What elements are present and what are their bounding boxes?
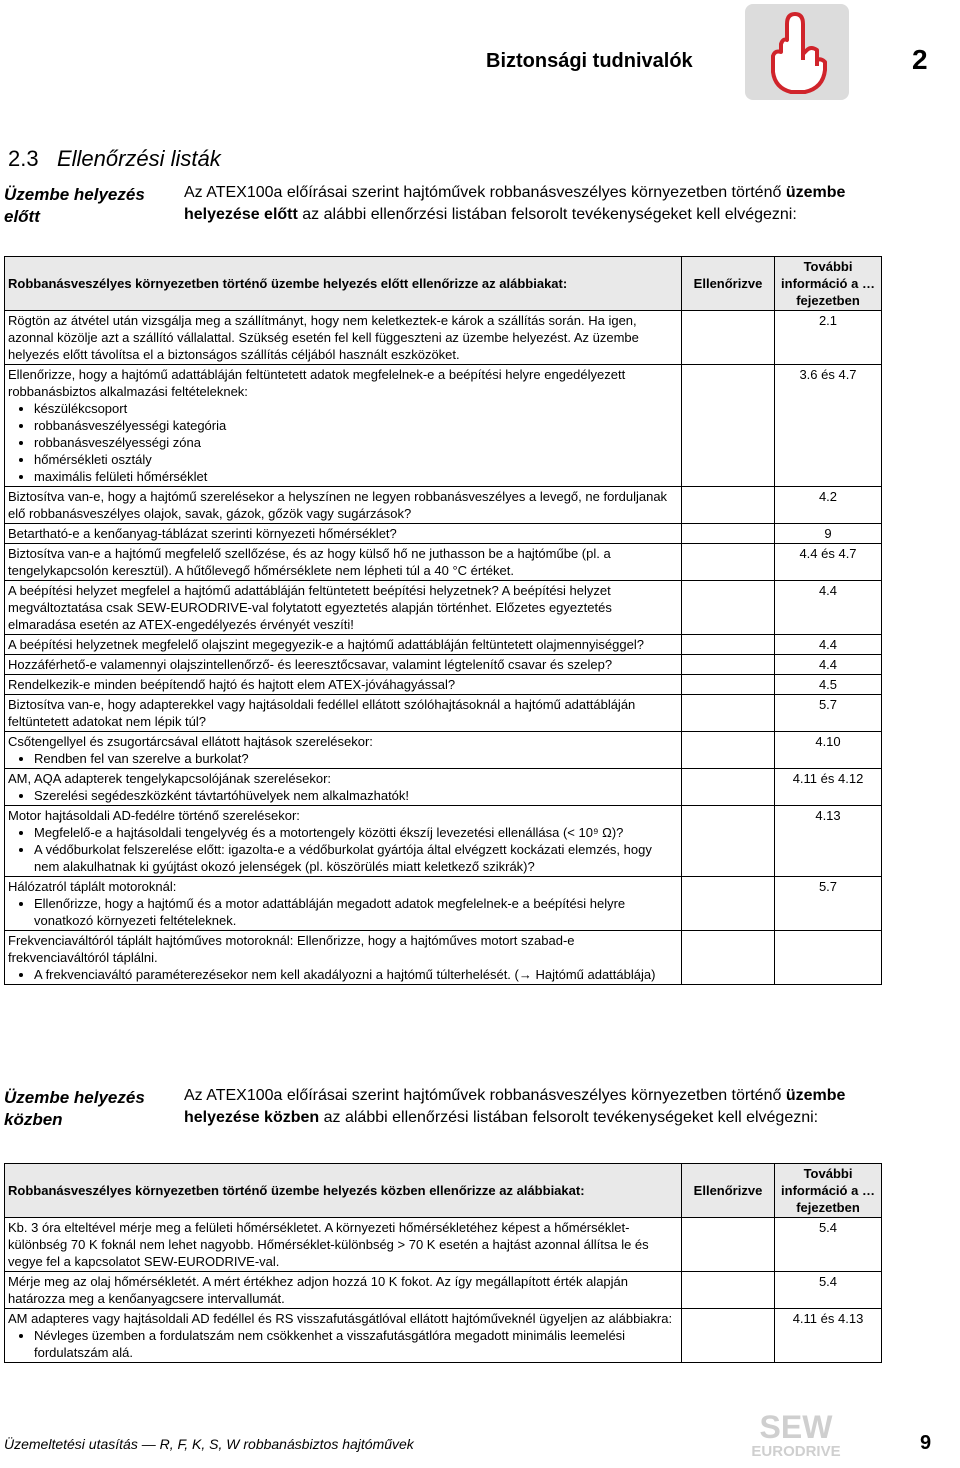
- header-check: Ellenőrizve: [682, 257, 775, 311]
- checklist-item-text: Betartható-e a kenőanyag-táblázat szerinti környezeti hőmérséklet?: [8, 526, 397, 541]
- checklist-item: [5, 487, 682, 524]
- bullet-list: [8, 400, 678, 485]
- intro-before: [184, 182, 914, 226]
- info-ref: 4.11 és 4.13: [775, 1309, 882, 1363]
- intro-bold: üzembe helyezése előtt: [184, 184, 846, 223]
- checklist-item: [5, 769, 682, 806]
- checklist-body-during: [5, 1218, 882, 1363]
- table-row: [5, 544, 882, 581]
- checklist-item: [5, 544, 682, 581]
- table-row: [5, 695, 882, 732]
- section-title-text: Ellenőrzési listák: [56, 146, 221, 171]
- table-row: [5, 581, 882, 635]
- sew-logo: [741, 1408, 851, 1458]
- table-header-row: [5, 257, 882, 311]
- bullet-item: • Megfelelő-e a hajtásoldali tengelyvég és a motortengely közötti ékszíj levezetési ellenállása (< 10⁹ Ω)?: [34, 824, 678, 841]
- info-ref: 4.5: [775, 675, 882, 695]
- bullet-item: • robbanásveszélyességi zóna: [34, 434, 678, 451]
- table-row: [5, 524, 882, 544]
- header-info: További információ a … fejezetben: [775, 257, 882, 311]
- info-ref: 3.6 és 4.7: [775, 365, 882, 487]
- check-cell[interactable]: [682, 806, 775, 877]
- info-ref: 5.4: [775, 1218, 882, 1272]
- checklist-item-text: Kb. 3 óra elteltével mérje meg a felületi hőmérsékletet. A környezeti hőmérsékletéhez képest a hőmérséklet-különbség 70 K foknál nem lehet nagyobb. Hőmérséklet-különbség > 70 K esetén a hajtást azonnal állítsa le és vegye fel a kapcsolatot SEW-EURODRIVE-val.: [8, 1220, 649, 1269]
- checklist-item: [5, 655, 682, 675]
- intro-bold: üzembe helyezése közben: [184, 1087, 846, 1126]
- intro-during: [184, 1085, 914, 1129]
- info-ref: 4.13: [775, 806, 882, 877]
- check-cell[interactable]: [682, 635, 775, 655]
- brand-line1: SEW: [759, 1409, 833, 1445]
- info-ref: 5.7: [775, 695, 882, 732]
- bullet-item: • készülékcsoport: [34, 400, 678, 417]
- bullet-list: [8, 750, 678, 767]
- checklist-item: [5, 877, 682, 931]
- check-cell[interactable]: [682, 524, 775, 544]
- info-ref: 2.1: [775, 311, 882, 365]
- table-row: [5, 487, 882, 524]
- bullet-item: • A frekvenciaváltó paraméterezésekor nem kell akadályozni a hajtómű túlterhelését. (→ Hajtómű adattáblája): [34, 966, 678, 983]
- check-cell[interactable]: [682, 1272, 775, 1309]
- table-row: [5, 311, 882, 365]
- checklist-item: [5, 931, 682, 985]
- bullet-list: [8, 966, 678, 983]
- table-row: [5, 769, 882, 806]
- table-row: [5, 1218, 882, 1272]
- info-ref: 4.10: [775, 732, 882, 769]
- check-cell[interactable]: [682, 311, 775, 365]
- check-cell[interactable]: [682, 1309, 775, 1363]
- check-cell[interactable]: [682, 655, 775, 675]
- table-row: [5, 675, 882, 695]
- bullet-item: • Névleges üzemben a fordulatszám nem csökkenhet a visszafutásgátlóra megadott minimális leemelési fordulatszám alá.: [34, 1327, 678, 1361]
- header-question: Robbanásveszélyes környezetben történő üzembe helyezés előtt ellenőrizze az alábbiakat:: [5, 257, 682, 311]
- checklist-item-text: Hálózatról táplált motoroknál:: [8, 879, 177, 894]
- header-title: Biztonsági tudnivalók: [486, 50, 693, 72]
- check-cell[interactable]: [682, 732, 775, 769]
- check-cell[interactable]: [682, 544, 775, 581]
- table-row: [5, 1272, 882, 1309]
- page-number: 9: [920, 1432, 932, 1454]
- checklist-item-text: Biztosítva van-e, hogy a hajtómű szerelésekor a helyszínen ne legyen robbanásveszélyes a levegő, ne forduljanak elő robbanásveszélyes olajok, savak, gázok, gőzök vagy sugárzások?: [8, 489, 668, 521]
- info-ref: 4.2: [775, 487, 882, 524]
- info-ref: 5.7: [775, 877, 882, 931]
- table-row: [5, 635, 882, 655]
- check-cell[interactable]: [682, 769, 775, 806]
- info-ref: 4.4: [775, 581, 882, 635]
- table-row: [5, 877, 882, 931]
- section-number: 2.3: [8, 146, 39, 171]
- checklist-item-text: Csőtengellyel és zsugortárcsával ellátott hajtások szerelésekor:: [8, 734, 373, 749]
- info-ref: 4.11 és 4.12: [775, 769, 882, 806]
- checklist-item: [5, 581, 682, 635]
- intro-text: Az ATEX100a előírásai szerint hajtóművek robbanásveszélyes környezetben történő: [184, 1087, 786, 1104]
- intro-text-end: az alábbi ellenőrzési listában felsorolt tevékenységeket kell elvégezni:: [297, 206, 797, 223]
- header-info: További információ a … fejezetben: [775, 1164, 882, 1218]
- table-row: [5, 806, 882, 877]
- checklist-item: [5, 675, 682, 695]
- check-cell[interactable]: [682, 931, 775, 985]
- check-cell[interactable]: [682, 695, 775, 732]
- check-cell[interactable]: [682, 365, 775, 487]
- table-row: [5, 655, 882, 675]
- checklist-item-text: Biztosítva van-e a hajtómű megfelelő szellőzése, és az hogy külső hő ne juthasson be a hajtóműbe (pl. a tengelykapcsolón keresztül). A hűtőlevegő hőmérséklete nem lépheti túl a 40 °C értéket.: [8, 546, 611, 578]
- checklist-item-text: AM adapteres vagy hajtásoldali AD fedéllel és RS visszafutásgátlóval ellátott hajtóműveknél ügyeljen az alábbiakra:: [8, 1311, 673, 1326]
- checklist-item-text: A beépítési helyzet megfelel a hajtómű adattábláján feltüntetett beépítési helyzetnek? A beépítési helyzet megváltoztatása csak SEW-EURODRIVE-val folytatott egyeztetés alapján történhet. Előzetes egyeztetés elmaradása esetén az ATEX-engedélyezés érvényét veszíti!: [8, 583, 612, 632]
- info-ref: 9: [775, 524, 882, 544]
- bullet-list: [8, 895, 678, 929]
- table-header-row: [5, 1164, 882, 1218]
- bullet-list: [8, 787, 678, 804]
- bullet-item: • robbanásveszélyességi kategória: [34, 417, 678, 434]
- checklist-table-before: [4, 256, 882, 985]
- manual-title: Üzemeltetési utasítás — R, F, K, S, W robbanásbiztos hajtóművek: [4, 1436, 414, 1452]
- checklist-item: [5, 635, 682, 655]
- table-row: [5, 931, 882, 985]
- side-label-during: Üzembe helyezés közben: [4, 1088, 145, 1129]
- info-ref: 4.4 és 4.7: [775, 544, 882, 581]
- checklist-item-text: A beépítési helyzetnek megfelelő olajszint megegyezik-e a hajtómű adattábláján feltüntetett olajmennyiséggel?: [8, 637, 644, 652]
- check-cell[interactable]: [682, 675, 775, 695]
- check-cell[interactable]: [682, 877, 775, 931]
- checklist-item-text: AM, AQA adapterek tengelykapcsolójának szerelésekor:: [8, 771, 332, 786]
- check-cell[interactable]: [682, 1218, 775, 1272]
- checklist-item-text: Motor hajtásoldali AD-fedélre történő szerelésekor:: [8, 808, 300, 823]
- checklist-item: [5, 1309, 682, 1363]
- checklist-item: [5, 806, 682, 877]
- table-row: [5, 1309, 882, 1363]
- info-ref: 4.4: [775, 655, 882, 675]
- checklist-item: [5, 695, 682, 732]
- checklist-item-text: Rendelkezik-e minden beépítendő hajtó és hajtott elem ATEX-jóváhagyással?: [8, 677, 456, 692]
- info-ref: 4.4: [775, 635, 882, 655]
- bullet-item: • A védőburkolat felszerelése előtt: igazolta-e a védőburkolat gyártója által elvégzett kockázati elemzés, hogy nem alakulhatnak ki gyújtást okozó jelenségek (pl. köszörülés miatt keletkező szikrák)?: [34, 841, 678, 875]
- check-cell[interactable]: [682, 581, 775, 635]
- intro-text: Az ATEX100a előírásai szerint hajtóművek robbanásveszélyes környezetben történő: [184, 184, 786, 201]
- table-row: [5, 365, 882, 487]
- checklist-item-text: Rögtön az átvétel után vizsgálja meg a szállítmányt, hogy nem keletkeztek-e károk a szállítás során. Ha igen, azonnal közölje azt a szállító vállalattal. Szükség esetén fel kell függeszteni az üzembe helyezést. Az üzembe helyezés előtt távolítsa el a biztonságos szállítás céljából használt eszközöket.: [8, 313, 639, 362]
- checklist-item: [5, 365, 682, 487]
- bullet-item: • Szerelési segédeszközként távtartóhüvelyek nem alkalmazhatók!: [34, 787, 678, 804]
- header-question: Robbanásveszélyes környezetben történő üzembe helyezés közben ellenőrizze az alábbiakat:: [5, 1164, 682, 1218]
- checklist-table-during: [4, 1163, 882, 1363]
- check-cell[interactable]: [682, 487, 775, 524]
- bullet-item: • Rendben fel van szerelve a burkolat?: [34, 750, 678, 767]
- checklist-item: [5, 732, 682, 769]
- checklist-item: [5, 524, 682, 544]
- checklist-item-text: Mérje meg az olaj hőmérsékletét. A mért értékhez adjon hozzá 10 K fokot. Az így megállapított érték alapján határozza meg a kenőanyagcsere intervallumát.: [8, 1274, 629, 1306]
- bullet-item: • hőmérsékleti osztály: [34, 451, 678, 468]
- side-label-before: Üzembe helyezés előtt: [4, 185, 145, 226]
- bullet-item: • Ellenőrizze, hogy a hajtómű és a motor adattábláján megadott adatok megfelelnek-e a beépítési helyre vonatkozó környezeti feltételeknek.: [34, 895, 678, 929]
- checklist-item-text: Frekvenciaváltóról táplált hajtóműves motoroknál: Ellenőrizze, hogy a hajtóműves motort szabad-e frekvenciaváltóról táplálni.: [8, 933, 575, 965]
- table-row: [5, 732, 882, 769]
- checklist-item: [5, 1272, 682, 1309]
- hand-stop-icon: [745, 4, 849, 100]
- bullet-list: [8, 824, 678, 875]
- header-check: Ellenőrizve: [682, 1164, 775, 1218]
- chapter-number: 2: [912, 44, 928, 75]
- intro-text-end: az alábbi ellenőrzési listában felsorolt tevékenységeket kell elvégezni:: [319, 1109, 819, 1126]
- checklist-item-text: Ellenőrizze, hogy a hajtómű adattábláján feltüntetett adatok megfelelnek-e a beépítési helyre engedélyezett robbanásbiztos alkalmazási feltételeknek:: [8, 367, 626, 399]
- checklist-item: [5, 1218, 682, 1272]
- bullet-list: [8, 1327, 678, 1361]
- checklist-item: [5, 311, 682, 365]
- info-ref: [775, 931, 882, 985]
- brand-line2: EURODRIVE: [751, 1443, 841, 1458]
- checklist-item-text: Hozzáférhető-e valamennyi olajszintellenőrző- és leeresztőcsavar, valamint légtelenítő csavar és szelep?: [8, 657, 613, 672]
- section-title: [8, 146, 221, 172]
- checklist-item-text: Biztosítva van-e, hogy adapterekkel vagy hajtásoldali fedéllel ellátott szólóhajtásoknál a hajtómű adattábláján feltüntetett adatokat nem lépik túl?: [8, 697, 636, 729]
- bullet-item: • maximális felületi hőmérséklet: [34, 468, 678, 485]
- info-ref: 5.4: [775, 1272, 882, 1309]
- checklist-body-before: [5, 311, 882, 985]
